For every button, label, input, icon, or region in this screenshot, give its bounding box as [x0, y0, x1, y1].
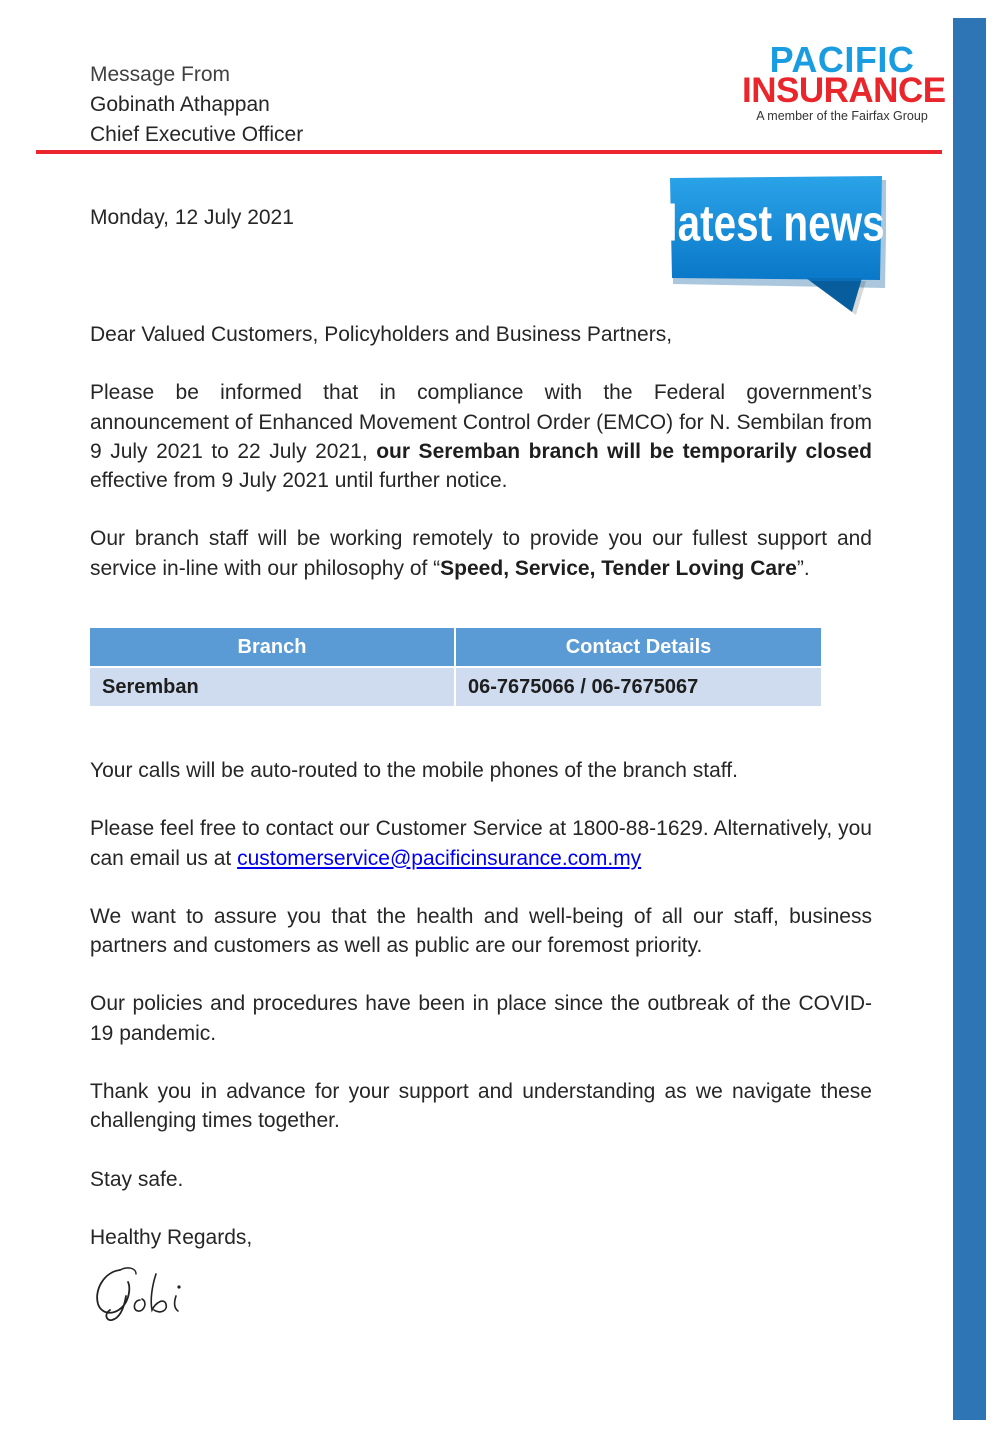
- paragraph-contact: Please feel free to contact our Customer Service at 1800-88-1629. Alternatively, you can email us at customerservice@pacificinsurance.com.my: [90, 817, 872, 870]
- logo-word-insurance: INSURANCE: [742, 71, 946, 110]
- paragraph-stay-safe: Stay safe.: [90, 1167, 184, 1191]
- closure-notice: our Seremban branch will be temporarily closed: [376, 439, 872, 463]
- company-logo: [742, 39, 946, 124]
- contact-cell: 06-7675066 / 06-7675067: [456, 668, 821, 706]
- paragraph-calls: Your calls will be auto-routed to the mobile phones of the branch staff.: [90, 759, 738, 782]
- letter-body: [90, 320, 872, 612]
- letter-date: Monday, 12 July 2021: [90, 206, 294, 229]
- header-divider: [36, 150, 942, 154]
- sender-name: Gobinath Athappan: [90, 93, 270, 116]
- table-row: [90, 668, 821, 706]
- table-header-row: [90, 628, 821, 666]
- side-accent-bar: [953, 18, 986, 1420]
- paragraph-closure: Please be informed that in compliance with the Federal government’s announcement of Enhanced Movement Control Order (EMCO) for N. Sembilan from 9 July 2021 to 22 July 2021, our Seremban branch will be temporarily closed effective from 9 July 2021 until further notice.: [90, 381, 872, 493]
- column-header-contact: Contact Details: [456, 628, 821, 666]
- paragraph-thanks: Thank you in advance for your support and understanding as we navigate these challenging times together.: [90, 1080, 872, 1133]
- branch-cell: Seremban: [90, 668, 454, 706]
- column-header-branch: Branch: [90, 628, 454, 666]
- sender-label: Message From: [90, 63, 231, 86]
- sender-title: Chief Executive Officer: [90, 123, 304, 146]
- paragraph-assurance: We want to assure you that the health and well-being of all our staff, business partners and customers as well as public are our foremost priority.: [90, 904, 872, 958]
- closing: Healthy Regards,: [90, 1225, 253, 1249]
- branch-contact-table: [88, 626, 823, 708]
- handwritten-signature: [90, 1256, 210, 1326]
- letter-body-continued: [90, 756, 872, 1281]
- logo-tagline: A member of the Fairfax Group: [756, 109, 928, 123]
- email-link[interactable]: customerservice@pacificinsurance.com.my: [237, 846, 642, 870]
- latest-news-badge: [666, 176, 886, 316]
- salutation: Dear Valued Customers, Policyholders and Business Partners,: [90, 323, 673, 346]
- paragraph-support: Our branch staff will be working remotely to provide you our fullest support and service in-line with our philosophy of “Speed, Service, Tender Loving Care”.: [90, 527, 872, 580]
- logo-word-pacific: PACIFIC: [769, 39, 915, 80]
- philosophy: Speed, Service, Tender Loving Care: [440, 556, 797, 580]
- sender-block: [90, 60, 303, 150]
- paragraph-policies: Our policies and procedures have been in place since the outbreak of the COVID-19 pandemic.: [90, 992, 872, 1045]
- badge-text: latest news: [666, 195, 885, 252]
